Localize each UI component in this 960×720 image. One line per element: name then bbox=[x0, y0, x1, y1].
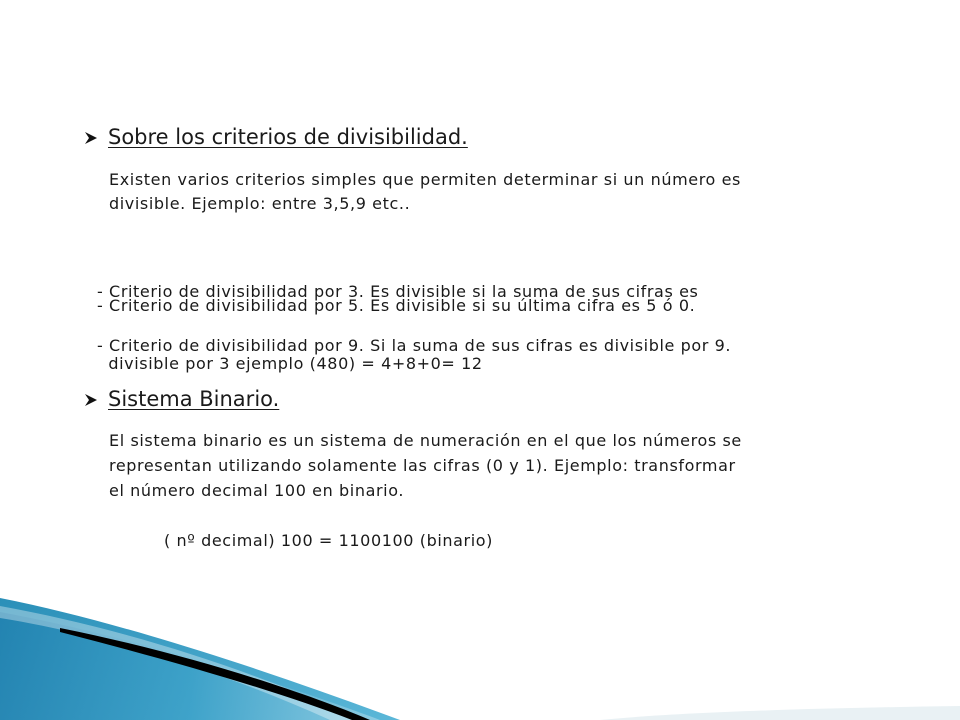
criterion-line: - Criterio de divisibilidad por 3. Es divisible si la suma de sus cifras es bbox=[97, 282, 699, 301]
criterion-line: - Criterio de divisibilidad por 5. Es divisible si su última cifra es 5 ó 0. bbox=[97, 296, 696, 315]
criterion-line: divisible por 3 ejemplo (480) = 4+8+0= 12 bbox=[97, 354, 483, 373]
criterion-line: - Criterio de divisibilidad por 9. Si la suma de sus cifras es divisible por 9. bbox=[97, 336, 732, 355]
section2-body-line: El sistema binario es un sistema de numeración en el que los números se bbox=[109, 431, 742, 450]
section1-intro bbox=[109, 168, 741, 216]
section2-body-line: el número decimal 100 en binario. bbox=[109, 481, 405, 500]
binary-example-text: ( nº decimal) 100 = 1100100 (binario) bbox=[164, 531, 494, 550]
section2-heading-text: Sistema Binario. bbox=[108, 387, 280, 411]
binary-example bbox=[164, 529, 493, 553]
arrowhead-bullet-icon bbox=[84, 393, 98, 407]
arrowhead-bullet-icon bbox=[84, 131, 98, 145]
criterion-divisibility-5 bbox=[97, 294, 695, 318]
section2-body-line: representan utilizando solamente las cifras (0 y 1). Ejemplo: transformar bbox=[109, 456, 736, 475]
section2-heading bbox=[84, 386, 279, 412]
section1-heading bbox=[84, 124, 468, 150]
section1-intro-line: Existen varios criterios simples que permiten determinar si un número es bbox=[109, 170, 741, 189]
section1-heading-text: Sobre los criterios de divisibilidad. bbox=[108, 125, 468, 149]
criterion-divisibility-9 bbox=[97, 334, 731, 358]
section1-intro-line: divisible. Ejemplo: entre 3,5,9 etc.. bbox=[109, 194, 411, 213]
section2-body bbox=[109, 428, 742, 503]
